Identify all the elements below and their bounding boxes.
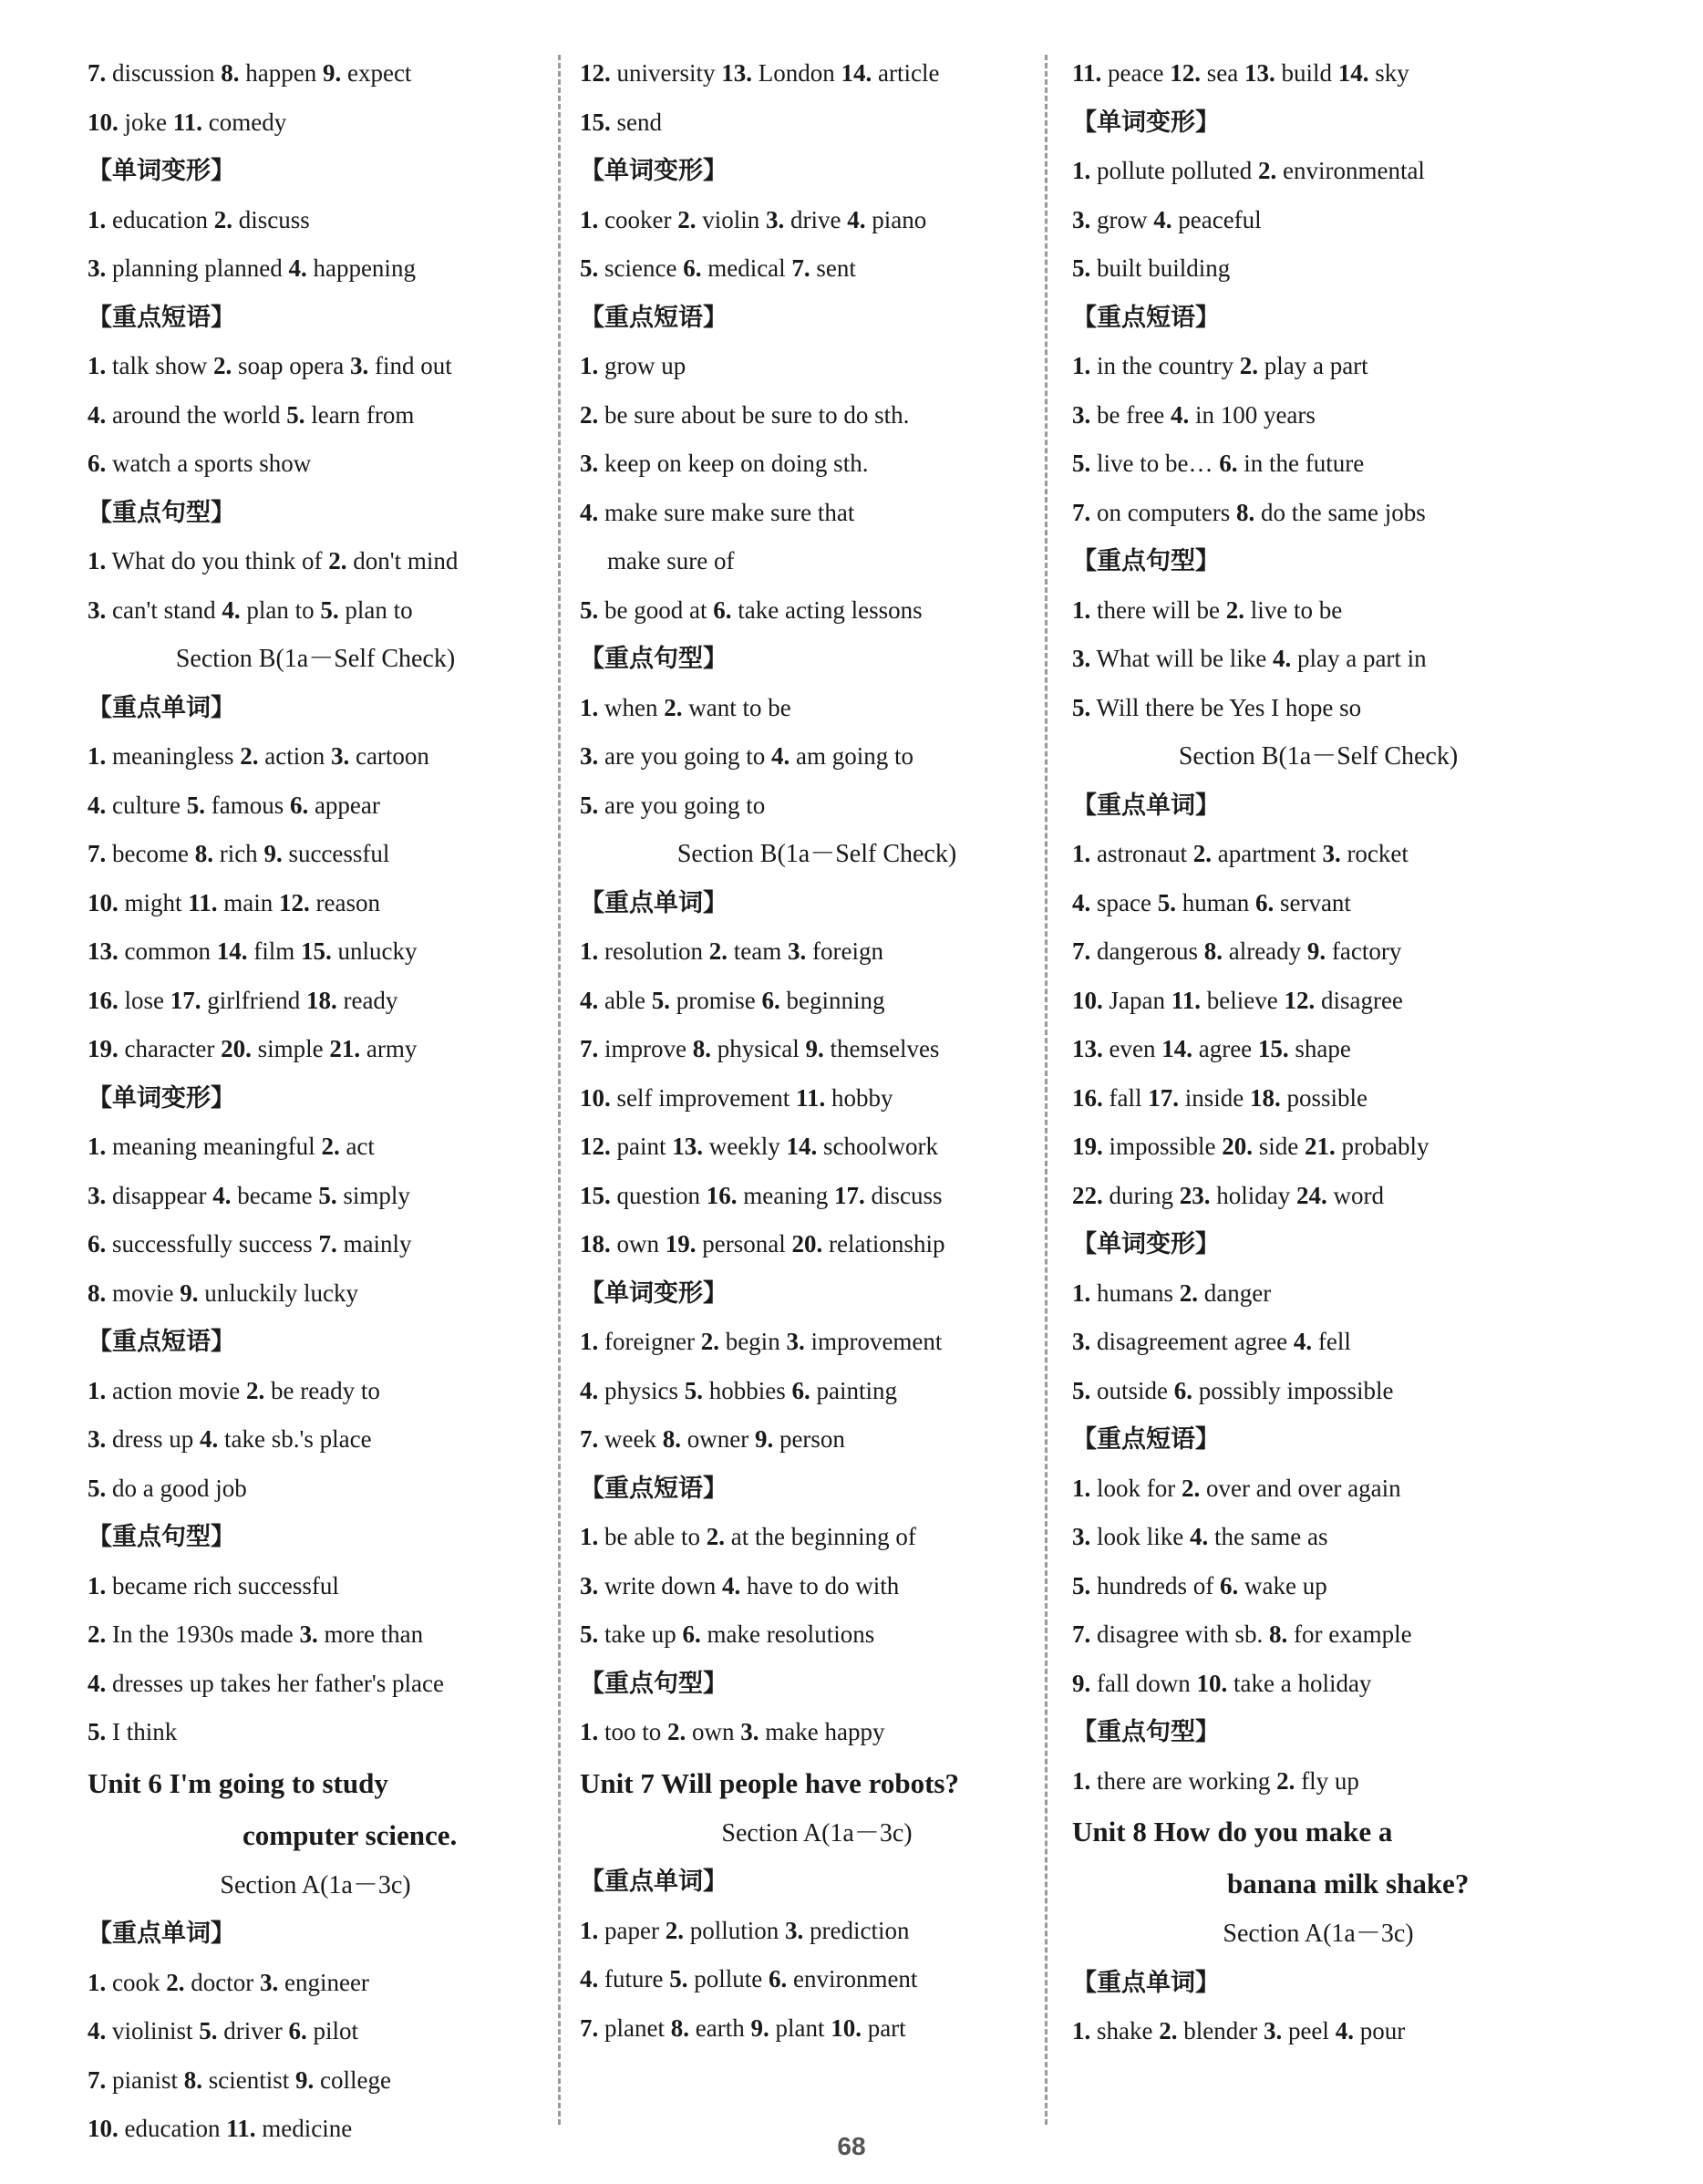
category-heading: 【重点短语】 [1072, 1425, 1220, 1454]
answer-line: 3. keep on keep on doing sth. [580, 450, 869, 477]
answer-line: 3. grow 4. peaceful [1072, 205, 1262, 233]
category-heading: 【单词变形】 [88, 1083, 235, 1113]
answer-line: 7. pianist 8. scientist 9. college [88, 2065, 391, 2094]
answer-column-3 [1072, 49, 1564, 2056]
answer-line: 1. shake 2. blender 3. peel 4. pour [1072, 2017, 1406, 2044]
answer-line: 1. cook 2. doctor 3. engineer [88, 1968, 369, 1996]
answer-line: 1. talk show 2. soap opera 3. find out [88, 352, 452, 379]
column-divider [558, 55, 561, 2125]
section-heading: Section A(1a－3c) [220, 1870, 411, 1899]
answer-line: 5. I think [88, 1718, 178, 1745]
answer-line: 7. on computers 8. do the same jobs [1072, 498, 1426, 526]
answer-line: 5. live to be… 6. in the future [1072, 450, 1365, 477]
answer-line: 3. can't stand 4. plan to 5. plan to [88, 595, 413, 624]
category-heading: 【重点短语】 [580, 1474, 728, 1503]
answer-line: 2. In the 1930s made 3. more than [88, 1620, 424, 1648]
category-heading: 【重点句型】 [580, 645, 728, 673]
category-heading: 【单词变形】 [1072, 108, 1220, 137]
answer-line: 12. paint 13. weekly 14. schoolwork [580, 1133, 938, 1160]
answer-line: 4. physics 5. hobbies 6. painting [580, 1376, 897, 1404]
answer-line: 5. science 6. medical 7. sent [580, 254, 856, 282]
section-heading: Section B(1a－Self Check) [1178, 742, 1459, 771]
answer-line: 4. make sure make sure that [580, 498, 855, 526]
answer-line: 3. disappear 4. became 5. simply [88, 1181, 410, 1209]
category-heading: 【重点句型】 [88, 498, 235, 527]
answer-line: 1. What do you think of 2. don't mind [88, 547, 459, 574]
answer-line: 7. week 8. owner 9. person [580, 1425, 845, 1453]
answer-line: 1. became rich successful [88, 1571, 339, 1599]
answer-line: 1. paper 2. pollution 3. prediction [580, 1916, 910, 1944]
category-heading: 【重点短语】 [88, 303, 235, 332]
answer-line: 5. do a good job [88, 1474, 247, 1502]
category-heading: 【重点句型】 [88, 1523, 235, 1551]
category-heading: 【重点单词】 [1072, 791, 1220, 820]
category-heading: 【单词变形】 [580, 157, 728, 185]
answer-line: 15. question 16. meaning 17. discuss [580, 1181, 943, 1209]
answer-line: 10. joke 11. comedy [88, 108, 287, 136]
answer-line: 11. peace 12. sea 13. build 14. sky [1072, 59, 1409, 87]
answer-line: 1. cooker 2. violin 3. drive 4. piano [580, 205, 927, 233]
unit-title: banana milk shake? [1227, 1868, 1470, 1899]
answer-line: 3. dress up 4. take sb.'s place [88, 1425, 372, 1453]
page-number: 68 [837, 2132, 866, 2160]
category-heading: 【重点短语】 [1072, 303, 1220, 332]
answer-line: 7. disagree with sb. 8. for example [1072, 1620, 1412, 1648]
answer-line: 4. dresses up takes her father's place [88, 1669, 444, 1697]
answer-line: 10. might 11. main 12. reason [88, 888, 380, 916]
answer-line: 16. lose 17. girlfriend 18. ready [88, 986, 398, 1014]
answer-line: 1. meaning meaningful 2. act [88, 1133, 375, 1160]
answer-line: 1. pollute polluted 2. environmental [1072, 157, 1425, 184]
unit-title: computer science. [243, 1818, 458, 1851]
answer-line: 15. send [580, 108, 662, 136]
category-heading: 【重点单词】 [88, 1920, 235, 1948]
answer-line: 3. be free 4. in 100 years [1072, 400, 1316, 429]
answer-line: 1. action movie 2. be ready to [88, 1376, 380, 1404]
answer-line: 6. watch a sports show [88, 450, 312, 477]
category-heading: 【重点单词】 [1072, 1968, 1220, 1997]
answer-line: 4. culture 5. famous 6. appear [88, 791, 380, 819]
answer-line: 22. during 23. holiday 24. word [1072, 1181, 1384, 1209]
unit-title: Unit 6 I'm going to study [88, 1766, 388, 1799]
answer-line: 4. space 5. human 6. servant [1072, 888, 1351, 916]
section-heading: Section B(1a－Self Check) [676, 840, 957, 868]
answer-line: 16. fall 17. inside 18. possible [1072, 1083, 1368, 1112]
answer-line: 19. character 20. simple 21. army [88, 1035, 418, 1062]
answer-line: 1. astronaut 2. apartment 3. rocket [1072, 840, 1409, 867]
answer-line: 5. outside 6. possibly impossible [1072, 1376, 1394, 1404]
category-heading: 【重点短语】 [88, 1328, 235, 1356]
answer-line: 5. built building [1072, 254, 1231, 282]
category-heading: 【重点句型】 [1072, 547, 1220, 575]
answer-line: 1. grow up [580, 352, 686, 379]
section-heading: Section A(1a－3c) [721, 1818, 913, 1848]
answer-line: 4. around the world 5. learn from [88, 400, 415, 429]
answer-line: 2. be sure about be sure to do sth. [580, 400, 910, 429]
answer-line: 9. fall down 10. take a holiday [1072, 1669, 1372, 1697]
category-heading: 【单词变形】 [580, 1278, 728, 1308]
answer-line: 1. too to 2. own 3. make happy [580, 1718, 885, 1745]
category-heading: 【单词变形】 [88, 157, 235, 185]
answer-line: 7. dangerous 8. already 9. factory [1072, 937, 1402, 965]
answer-line: 1. foreigner 2. begin 3. improvement [580, 1328, 943, 1355]
answer-line: 1. there will be 2. live to be [1072, 595, 1343, 624]
answer-line: make sure of [607, 547, 735, 574]
answer-line: 1. resolution 2. team 3. foreign [580, 937, 883, 965]
answer-column-1 [88, 49, 543, 2154]
answer-line: 7. improve 8. physical 9. themselves [580, 1035, 940, 1062]
answer-line: 7. planet 8. earth 9. plant 10. part [580, 2013, 906, 2042]
answer-line: 5. take up 6. make resolutions [580, 1620, 875, 1648]
answer-line: 18. own 19. personal 20. relationship [580, 1230, 945, 1258]
answer-line: 5. hundreds of 6. wake up [1072, 1571, 1327, 1599]
answer-line: 1. there are working 2. fly up [1072, 1766, 1359, 1795]
answer-line: 1. look for 2. over and over again [1072, 1474, 1401, 1502]
answer-line: 5. are you going to [580, 791, 766, 819]
answer-line: 10. education 11. medicine [88, 2115, 353, 2142]
answer-line: 8. movie 9. unluckily lucky [88, 1278, 358, 1307]
answer-line: 12. university 13. London 14. article [580, 59, 940, 87]
unit-title: Unit 7 Will people have robots? [580, 1766, 959, 1799]
category-heading: 【重点单词】 [580, 1868, 728, 1896]
answer-line: 3. are you going to 4. am going to [580, 742, 913, 770]
answer-line: 19. impossible 20. side 21. probably [1072, 1133, 1429, 1160]
answer-line: 4. future 5. pollute 6. environment [580, 1965, 918, 1993]
answer-line: 4. able 5. promise 6. beginning [580, 986, 885, 1014]
answer-line: 1. in the country 2. play a part [1072, 352, 1368, 379]
answer-line: 5. Will there be Yes I hope so [1072, 693, 1362, 721]
answer-line: 5. be good at 6. take acting lessons [580, 595, 923, 624]
section-heading: Section A(1a－3c) [1223, 1920, 1414, 1948]
answer-line: 3. write down 4. have to do with [580, 1571, 900, 1599]
answer-line: 6. successfully success 7. mainly [88, 1230, 412, 1258]
answer-line: 1. education 2. discuss [88, 205, 310, 233]
category-heading: 【重点句型】 [1072, 1718, 1220, 1746]
answer-line: 13. common 14. film 15. unlucky [88, 937, 418, 965]
category-heading: 【重点句型】 [580, 1669, 728, 1698]
answer-line: 13. even 14. agree 15. shape [1072, 1035, 1351, 1062]
unit-title: Unit 8 How do you make a [1072, 1816, 1393, 1848]
category-heading: 【重点单词】 [580, 888, 728, 917]
answer-line: 7. become 8. rich 9. successful [88, 840, 390, 867]
answer-line: 1. be able to 2. at the beginning of [580, 1523, 916, 1550]
answer-line: 3. planning planned 4. happening [88, 254, 416, 282]
section-heading: Section B(1a－Self Check) [175, 645, 456, 673]
answer-line: 3. look like 4. the same as [1072, 1523, 1328, 1550]
answer-line: 1. meaningless 2. action 3. cartoon [88, 742, 429, 770]
answer-line: 7. discussion 8. happen 9. expect [88, 59, 412, 87]
answer-line: 1. when 2. want to be [580, 693, 791, 721]
answer-line: 4. violinist 5. driver 6. pilot [88, 2017, 358, 2044]
answer-line: 3. disagreement agree 4. fell [1072, 1328, 1351, 1355]
answer-line: 10. Japan 11. believe 12. disagree [1072, 986, 1403, 1014]
answer-line: 1. humans 2. danger [1072, 1278, 1272, 1307]
category-heading: 【重点单词】 [88, 693, 235, 722]
answer-column-2 [580, 49, 1054, 2053]
category-heading: 【单词变形】 [1072, 1230, 1220, 1258]
answer-line: 3. What will be like 4. play a part in [1072, 645, 1427, 672]
answer-line: 10. self improvement 11. hobby [580, 1083, 893, 1112]
category-heading: 【重点短语】 [580, 303, 728, 332]
